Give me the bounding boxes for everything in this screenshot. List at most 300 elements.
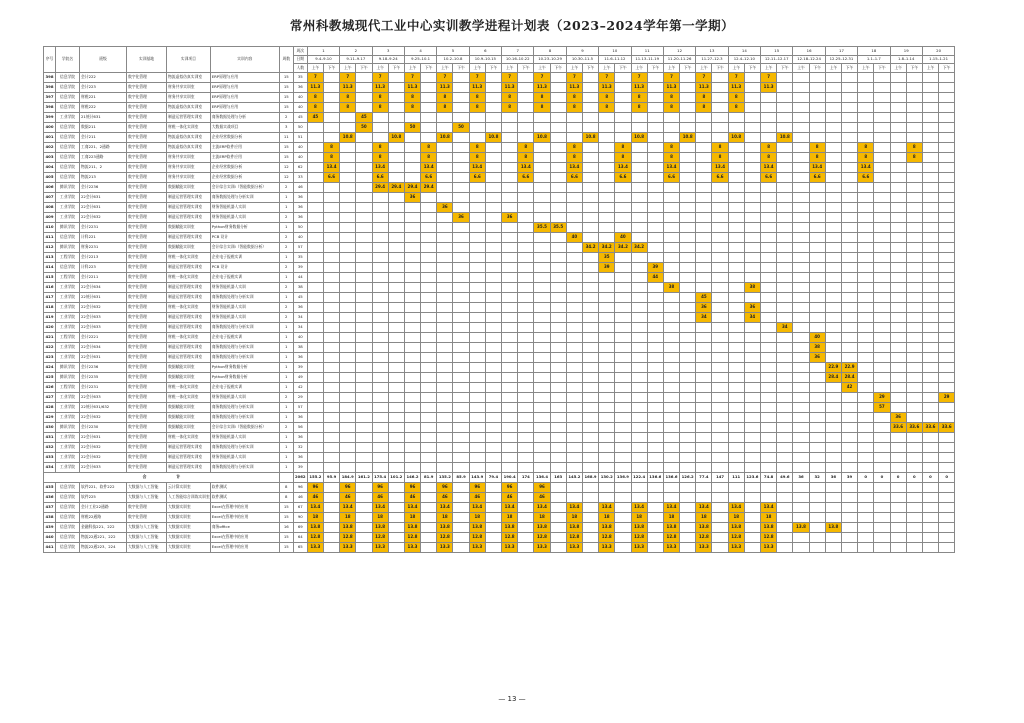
row-school: 腾讯学院 xyxy=(56,222,80,232)
row-people: 39 xyxy=(293,262,307,272)
schedule-cell xyxy=(437,292,453,302)
schedule-cell xyxy=(388,522,404,532)
schedule-cell xyxy=(825,512,841,522)
schedule-cell xyxy=(518,382,534,392)
row-weeks: 1 xyxy=(279,192,293,202)
schedule-cell-filled: 13.4 xyxy=(663,162,679,172)
schedule-cell xyxy=(566,412,582,422)
table-row xyxy=(44,252,955,262)
schedule-cell xyxy=(453,242,469,252)
schedule-cell-filled: 12.8 xyxy=(469,532,485,542)
row-room: 大数据实训室 xyxy=(167,542,211,552)
schedule-cell xyxy=(793,512,809,522)
schedule-cell-filled: 8 xyxy=(712,142,728,152)
schedule-cell xyxy=(761,482,777,492)
schedule-cell xyxy=(388,432,404,442)
row-room: 数据赋能实训室 xyxy=(167,402,211,412)
schedule-cell xyxy=(437,262,453,272)
schedule-cell xyxy=(599,132,615,142)
schedule-cell xyxy=(680,412,696,422)
table-row xyxy=(44,502,955,512)
schedule-cell xyxy=(663,422,679,432)
schedule-cell xyxy=(825,492,841,502)
schedule-cell xyxy=(890,252,906,262)
schedule-cell xyxy=(469,242,485,252)
schedule-cell xyxy=(647,442,663,452)
schedule-cell xyxy=(680,422,696,432)
schedule-cell xyxy=(858,512,874,522)
schedule-cell-filled: 8 xyxy=(323,152,339,162)
header-school: 学院名 xyxy=(56,47,80,73)
schedule-cell-filled: 18 xyxy=(372,512,388,522)
schedule-cell xyxy=(825,72,841,82)
schedule-cell xyxy=(663,112,679,122)
schedule-cell xyxy=(712,92,728,102)
schedule-cell xyxy=(841,82,857,92)
schedule-cell xyxy=(874,322,890,332)
row-room: 制造运营管理实训室 xyxy=(167,112,211,122)
schedule-cell xyxy=(615,542,631,552)
schedule-cell xyxy=(388,72,404,82)
schedule-cell xyxy=(566,212,582,222)
schedule-cell xyxy=(421,352,437,362)
summary-value: 122.4 xyxy=(631,472,647,482)
schedule-cell xyxy=(453,152,469,162)
schedule-cell xyxy=(469,212,485,222)
row-room: 财税一体化实训室 xyxy=(167,302,211,312)
schedule-cell-filled: 18 xyxy=(469,512,485,522)
row-weeks: 15 xyxy=(279,72,293,82)
schedule-cell xyxy=(761,122,777,132)
schedule-cell xyxy=(841,282,857,292)
schedule-cell-filled: 8 xyxy=(728,92,744,102)
table-row xyxy=(44,262,955,272)
summary-value: 79.4 xyxy=(485,472,501,482)
table-row xyxy=(44,122,955,132)
row-content: Excel在管理中的应用 xyxy=(210,512,279,522)
row-class: 22会计633 xyxy=(80,462,127,472)
table-row xyxy=(44,302,955,312)
table-row xyxy=(44,212,955,222)
schedule-cell xyxy=(372,462,388,472)
schedule-cell xyxy=(582,402,598,412)
schedule-cell xyxy=(340,422,356,432)
row-base: 数字化管理 xyxy=(127,462,167,472)
schedule-cell xyxy=(485,312,501,322)
row-people: 51 xyxy=(293,132,307,142)
schedule-cell xyxy=(485,152,501,162)
schedule-cell xyxy=(518,482,534,492)
schedule-cell xyxy=(647,182,663,192)
schedule-cell xyxy=(890,502,906,512)
schedule-cell xyxy=(582,182,598,192)
schedule-cell xyxy=(485,422,501,432)
schedule-cell xyxy=(582,102,598,112)
row-weeks: 1 xyxy=(279,382,293,392)
row-content: 财务智能机器人实训 xyxy=(210,212,279,222)
row-school: 工程学院 xyxy=(56,252,80,262)
schedule-cell xyxy=(421,112,437,122)
schedule-cell-filled: 10.8 xyxy=(582,132,598,142)
schedule-cell xyxy=(518,312,534,322)
schedule-cell xyxy=(906,322,922,332)
schedule-cell xyxy=(421,342,437,352)
schedule-cell-filled: 10.8 xyxy=(728,132,744,142)
schedule-cell xyxy=(388,262,404,272)
schedule-cell xyxy=(777,532,793,542)
schedule-cell-filled: 44 xyxy=(647,272,663,282)
row-class: 会计2211 xyxy=(80,272,127,282)
week-number: 15 xyxy=(761,47,793,56)
row-room: 大数据实训室 xyxy=(167,532,211,542)
schedule-cell xyxy=(437,152,453,162)
schedule-cell xyxy=(712,342,728,352)
schedule-cell xyxy=(663,302,679,312)
row-base: 数字化管理 xyxy=(127,142,167,152)
schedule-cell xyxy=(550,172,566,182)
schedule-cell-filled: 8 xyxy=(307,102,323,112)
schedule-cell xyxy=(307,372,323,382)
schedule-cell xyxy=(841,392,857,402)
pm-label: 下午 xyxy=(453,64,469,73)
row-school: 信息学院 xyxy=(56,92,80,102)
schedule-cell xyxy=(922,342,938,352)
schedule-cell-filled: 46 xyxy=(469,492,485,502)
schedule-cell xyxy=(761,212,777,222)
schedule-cell-filled: 13.8 xyxy=(534,522,550,532)
pm-label: 下午 xyxy=(939,64,955,73)
row-weeks: 15 xyxy=(279,502,293,512)
schedule-cell xyxy=(696,422,712,432)
row-content: 会计综合实训Ⅰ（智能数据分析） xyxy=(210,242,279,252)
schedule-cell xyxy=(615,202,631,212)
schedule-cell xyxy=(453,372,469,382)
am-label: 上午 xyxy=(307,64,323,73)
row-content: 企业电子报税实训 xyxy=(210,252,279,262)
schedule-cell xyxy=(453,182,469,192)
row-room: 数据赋能实训室 xyxy=(167,422,211,432)
row-room: 财务共享实训室 xyxy=(167,152,211,162)
schedule-cell xyxy=(858,522,874,532)
schedule-cell xyxy=(809,542,825,552)
row-content: 商务数据处理与分析实训 xyxy=(210,412,279,422)
schedule-cell-filled: 18 xyxy=(404,512,420,522)
schedule-cell xyxy=(728,272,744,282)
schedule-cell xyxy=(469,222,485,232)
row-base: 大数据与人工智能 xyxy=(127,542,167,552)
schedule-cell xyxy=(550,112,566,122)
schedule-cell xyxy=(485,342,501,352)
schedule-cell xyxy=(340,452,356,462)
schedule-cell xyxy=(388,392,404,402)
schedule-cell xyxy=(485,272,501,282)
schedule-cell xyxy=(550,482,566,492)
schedule-cell xyxy=(485,92,501,102)
row-people: 36 xyxy=(293,202,307,212)
schedule-cell xyxy=(728,192,744,202)
schedule-cell xyxy=(534,402,550,412)
schedule-cell xyxy=(453,522,469,532)
schedule-cell-filled: 40 xyxy=(809,332,825,342)
schedule-cell-filled: 46 xyxy=(404,492,420,502)
schedule-cell xyxy=(777,162,793,172)
schedule-cell xyxy=(388,462,404,472)
schedule-cell xyxy=(696,382,712,392)
schedule-cell-filled: 12.8 xyxy=(696,532,712,542)
schedule-cell xyxy=(663,122,679,132)
schedule-cell xyxy=(534,312,550,322)
row-people: 36 xyxy=(293,452,307,462)
schedule-cell xyxy=(696,412,712,422)
schedule-cell xyxy=(388,172,404,182)
schedule-cell-filled: 10.8 xyxy=(340,132,356,142)
schedule-cell xyxy=(761,182,777,192)
schedule-cell xyxy=(906,262,922,272)
row-number: 406 xyxy=(44,182,56,192)
schedule-cell-filled: 13.4 xyxy=(566,502,582,512)
schedule-cell xyxy=(809,302,825,312)
summary-value: 174 xyxy=(518,472,534,482)
schedule-cell xyxy=(712,352,728,362)
schedule-cell xyxy=(615,102,631,112)
schedule-cell xyxy=(453,232,469,242)
schedule-cell xyxy=(922,382,938,392)
schedule-cell xyxy=(372,272,388,282)
schedule-cell xyxy=(453,132,469,142)
schedule-cell-filled: 7 xyxy=(663,72,679,82)
schedule-cell xyxy=(841,352,857,362)
row-school: 信息学院 xyxy=(56,542,80,552)
row-people: 96 xyxy=(293,482,307,492)
row-content: 商务数据处理与分析实训 xyxy=(210,402,279,412)
schedule-cell xyxy=(777,152,793,162)
schedule-cell xyxy=(777,302,793,312)
schedule-cell xyxy=(922,372,938,382)
schedule-cell-filled: 11.3 xyxy=(696,82,712,92)
schedule-cell xyxy=(550,82,566,92)
schedule-cell xyxy=(356,372,372,382)
table-row xyxy=(44,282,955,292)
schedule-cell xyxy=(761,242,777,252)
schedule-cell-filled: 34 xyxy=(696,312,712,322)
schedule-cell xyxy=(615,492,631,502)
table-row xyxy=(44,342,955,352)
schedule-cell xyxy=(680,252,696,262)
schedule-cell xyxy=(744,122,760,132)
schedule-cell xyxy=(340,172,356,182)
schedule-cell xyxy=(728,252,744,262)
schedule-cell xyxy=(550,102,566,112)
schedule-cell xyxy=(599,112,615,122)
schedule-cell xyxy=(874,362,890,372)
schedule-cell xyxy=(599,352,615,362)
schedule-cell xyxy=(518,232,534,242)
week-date: 10.2–10.8 xyxy=(437,55,469,64)
schedule-cell xyxy=(437,182,453,192)
schedule-cell xyxy=(421,72,437,82)
schedule-cell-filled: 40 xyxy=(615,232,631,242)
schedule-cell xyxy=(793,542,809,552)
schedule-cell xyxy=(421,252,437,262)
schedule-cell-filled: 18 xyxy=(566,512,582,522)
week-date: 12.4–12.10 xyxy=(728,55,760,64)
schedule-cell xyxy=(744,152,760,162)
schedule-cell xyxy=(582,342,598,352)
pm-label: 下午 xyxy=(518,64,534,73)
schedule-cell xyxy=(906,112,922,122)
schedule-cell xyxy=(550,302,566,312)
schedule-cell-filled: 13.4 xyxy=(372,162,388,172)
schedule-cell xyxy=(404,412,420,422)
week-number: 1 xyxy=(307,47,339,56)
schedule-cell xyxy=(712,362,728,372)
schedule-cell xyxy=(793,132,809,142)
schedule-cell xyxy=(647,482,663,492)
schedule-cell xyxy=(858,102,874,112)
schedule-cell-filled: 8 xyxy=(906,152,922,162)
schedule-cell xyxy=(680,272,696,282)
schedule-cell xyxy=(858,242,874,252)
schedule-cell xyxy=(550,152,566,162)
schedule-cell xyxy=(728,392,744,402)
table-row xyxy=(44,352,955,362)
summary-value: 81.9 xyxy=(421,472,437,482)
row-number: 417 xyxy=(44,292,56,302)
schedule-cell xyxy=(906,132,922,142)
schedule-cell xyxy=(469,392,485,402)
schedule-cell xyxy=(728,412,744,422)
row-weeks: 8 xyxy=(279,482,293,492)
schedule-cell xyxy=(696,442,712,452)
week-number: 19 xyxy=(890,47,922,56)
pm-label: 下午 xyxy=(841,64,857,73)
schedule-cell xyxy=(680,122,696,132)
schedule-cell xyxy=(323,402,339,412)
schedule-cell-filled: 11.3 xyxy=(502,82,518,92)
schedule-cell xyxy=(518,442,534,452)
row-base: 数字化管理 xyxy=(127,352,167,362)
schedule-cell xyxy=(744,202,760,212)
schedule-cell xyxy=(404,162,420,172)
schedule-cell xyxy=(582,512,598,522)
row-people: 35 xyxy=(293,252,307,262)
schedule-cell xyxy=(421,102,437,112)
row-base: 数字化管理 xyxy=(127,382,167,392)
table-row xyxy=(44,452,955,462)
schedule-cell xyxy=(550,192,566,202)
schedule-cell xyxy=(809,512,825,522)
schedule-cell xyxy=(307,172,323,182)
summary-value: 0 xyxy=(939,472,955,482)
row-number: 425 xyxy=(44,372,56,382)
schedule-cell xyxy=(680,502,696,512)
schedule-cell xyxy=(615,182,631,192)
schedule-cell xyxy=(841,332,857,342)
schedule-cell xyxy=(761,412,777,422)
schedule-cell xyxy=(631,172,647,182)
schedule-cell-filled: 8 xyxy=(696,92,712,102)
schedule-cell xyxy=(906,542,922,552)
row-room: 制造运营管理实训室 xyxy=(167,312,211,322)
schedule-cell xyxy=(712,332,728,342)
schedule-cell xyxy=(372,452,388,462)
schedule-cell xyxy=(388,242,404,252)
row-people: 65 xyxy=(293,542,307,552)
row-school: 工业学院 xyxy=(56,212,80,222)
row-number: 439 xyxy=(44,522,56,532)
schedule-cell xyxy=(906,342,922,352)
week-date: 10.9–10.15 xyxy=(469,55,501,64)
row-people: 44 xyxy=(293,272,307,282)
row-class: 工商221、2通路 xyxy=(80,142,127,152)
schedule-cell xyxy=(502,432,518,442)
row-base: 数字化管理 xyxy=(127,402,167,412)
row-room: 数据赋能实训室 xyxy=(167,222,211,232)
schedule-cell xyxy=(534,122,550,132)
schedule-cell xyxy=(841,102,857,112)
schedule-cell xyxy=(939,332,955,342)
schedule-cell xyxy=(696,172,712,182)
schedule-cell xyxy=(323,512,339,522)
schedule-cell xyxy=(906,302,922,312)
schedule-cell xyxy=(906,382,922,392)
schedule-cell xyxy=(485,462,501,472)
schedule-cell xyxy=(323,112,339,122)
schedule-cell xyxy=(356,282,372,292)
schedule-cell xyxy=(323,452,339,462)
schedule-cell xyxy=(518,132,534,142)
schedule-cell xyxy=(696,122,712,132)
schedule-cell xyxy=(809,412,825,422)
schedule-cell-filled: 8 xyxy=(404,102,420,112)
schedule-cell xyxy=(518,322,534,332)
row-class: 计科223 xyxy=(80,262,127,272)
schedule-cell xyxy=(906,202,922,212)
schedule-cell xyxy=(922,312,938,322)
am-label: 上午 xyxy=(890,64,906,73)
schedule-cell xyxy=(858,182,874,192)
table-row xyxy=(44,402,955,412)
schedule-cell xyxy=(922,532,938,542)
schedule-cell xyxy=(356,102,372,112)
row-people: 34 xyxy=(293,312,307,322)
summary-value: 101.2 xyxy=(388,472,404,482)
row-weeks: 1 xyxy=(279,402,293,412)
row-content: 财务智能机器人实训 xyxy=(210,312,279,322)
schedule-cell xyxy=(502,202,518,212)
schedule-cell xyxy=(922,202,938,212)
schedule-cell xyxy=(680,482,696,492)
schedule-cell xyxy=(712,462,728,472)
schedule-cell xyxy=(744,322,760,332)
schedule-cell xyxy=(631,442,647,452)
schedule-cell xyxy=(502,422,518,432)
schedule-cell xyxy=(582,492,598,502)
schedule-cell xyxy=(615,112,631,122)
row-class: 财税222 xyxy=(80,102,127,112)
schedule-cell xyxy=(518,462,534,472)
row-class: 财务2231 xyxy=(80,242,127,252)
schedule-cell xyxy=(485,482,501,492)
schedule-cell-filled: 13.8 xyxy=(340,522,356,532)
schedule-cell-filled: 8 xyxy=(566,92,582,102)
schedule-cell xyxy=(858,192,874,202)
schedule-cell xyxy=(469,232,485,242)
schedule-cell xyxy=(825,182,841,192)
schedule-cell xyxy=(841,222,857,232)
schedule-cell xyxy=(841,432,857,442)
schedule-cell xyxy=(307,242,323,252)
